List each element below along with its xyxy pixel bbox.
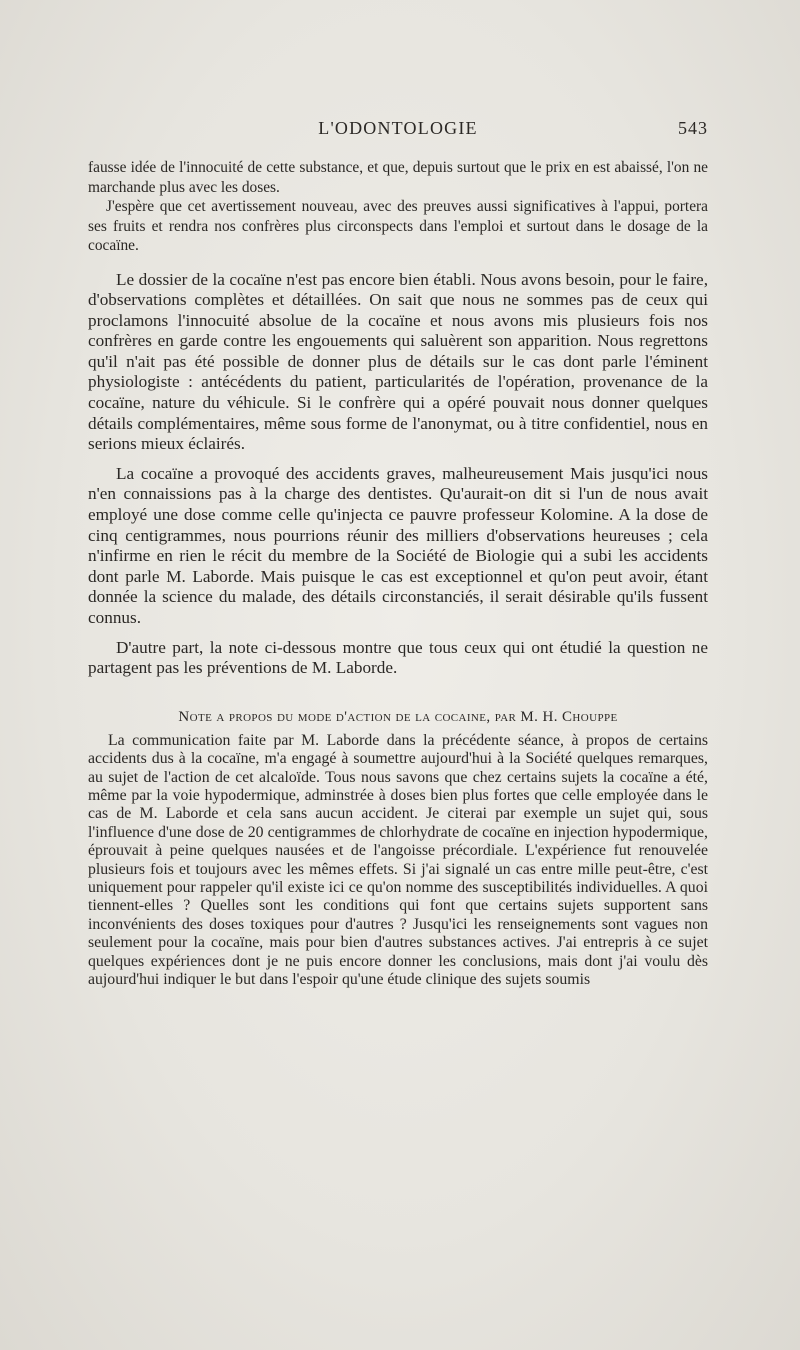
main-section [88,270,708,679]
main-paragraph: Le dossier de la cocaïne n'est pas encore bien établi. Nous avons besoin, pour le faire, d'observations complètes et détaillées. On sait que nous ne sommes pas de ceux qui proclamons l'innocuité absolue de la cocaïne et nous avons mis plusieurs fois nos confrères en garde contre les engouements qui saluèrent son apparition. Nous regrettons qu'il n'ait pas été possible de donner plus de détails sur le cas dont parle l'éminent physiologiste : antécédents du patient, particularités de l'opération, provenance de la cocaïne, nature du véhicule. Si le confrère qui a opéré pouvait nous donner quelques détails complémentaires, même sous forme de l'anonymat, ou à titre confidentiel, nous en serions mieux éclairés. [88,269,708,454]
body-text [88,158,708,989]
main-paragraph: D'autre part, la note ci-dessous montre que tous ceux qui ont étudié la question ne partagent pas les préventions de M. Laborde. [88,637,708,678]
page-number: 543 [678,118,708,138]
intro-paragraph: J'espère que cet avertissement nouveau, avec des preuves aussi significatives à l'appui, portera ses fruits et rendra nos confrères plus circonspects dans l'emploi et surtout dans le dosage de la cocaïne. [88,198,708,254]
note-paragraph: La communication faite par M. Laborde dans la précédente séance, à propos de certains accidents dus à la cocaïne, m'a engagé à soumettre aujourd'hui à la Société quelques remarques, au sujet de l'action de cet alcaloïde. Tous nous savons que chez certains sujets la cocaïne a été, même par la voie hypodermique, adminstrée à doses bien plus fortes que celle employée dans le cas de M. Laborde et cela sans aucun accident. Je citerai par exemple un sujet qui, sous l'influence d'une dose de 20 centigrammes de chlorhydrate de cocaïne en injection hypodermique, éprouvait à peine quelques nausées et de l'angoisse précordiale. L'expérience fut renouvelée plusieurs fois et toujours avec les mêmes effets. Si j'ai signalé un cas entre mille peut-être, c'est uniquement pour rappeler qu'il existe ici ce qu'on nomme des susceptibilités individuelles. A quoi tiennent-elles ? Quelles sont les conditions qui font que certains sujets supportent sans inconvénients des doses toxiques pour d'autres ? Jusqu'ici les renseignements sont vagues non seulement pour la cocaïne, mais pour bien d'autres substances actives. J'ai entrepris à ce sujet quelques expériences dont je ne puis encore donner les conclusions, mais dont j'ai voulu dès aujourd'hui indiquer le but dans l'espoir qu'une étude clinique des sujets soumis [88,731,708,989]
intro-section [88,158,708,256]
main-paragraph: La cocaïne a provoqué des accidents graves, malheureusement Mais jusqu'ici nous n'en connaissions pas à la charge des dentistes. Qu'aurait-on dit si l'un de nous avait employé une dose comme celle qu'injecta ce pauvre professeur Kolomine. A la dose de cinq centigrammes, nous pourrions réunir des milliers d'observations heureuses ; cela n'infirme en rien le récit du membre de la Société de Biologie qui a subi les accidents dont parle M. Laborde. Mais puisque le cas est exceptionnel et qu'on peut avoir, étant donnée la science du malade, des détails circonstanciés, il serait désirable qu'ils fussent connus. [88,463,708,627]
running-head: L'ODONTOLOGIE [318,118,478,138]
note-heading: Note a propos du mode d'action de la cocaine, par M. H. Chouppe [178,708,618,725]
intro-paragraph: fausse idée de l'innocuité de cette substance, et que, depuis surtout que le prix en est abaissé, l'on ne marchande plus avec les doses. [88,159,708,196]
page-header [88,118,708,142]
note-section [88,732,708,990]
